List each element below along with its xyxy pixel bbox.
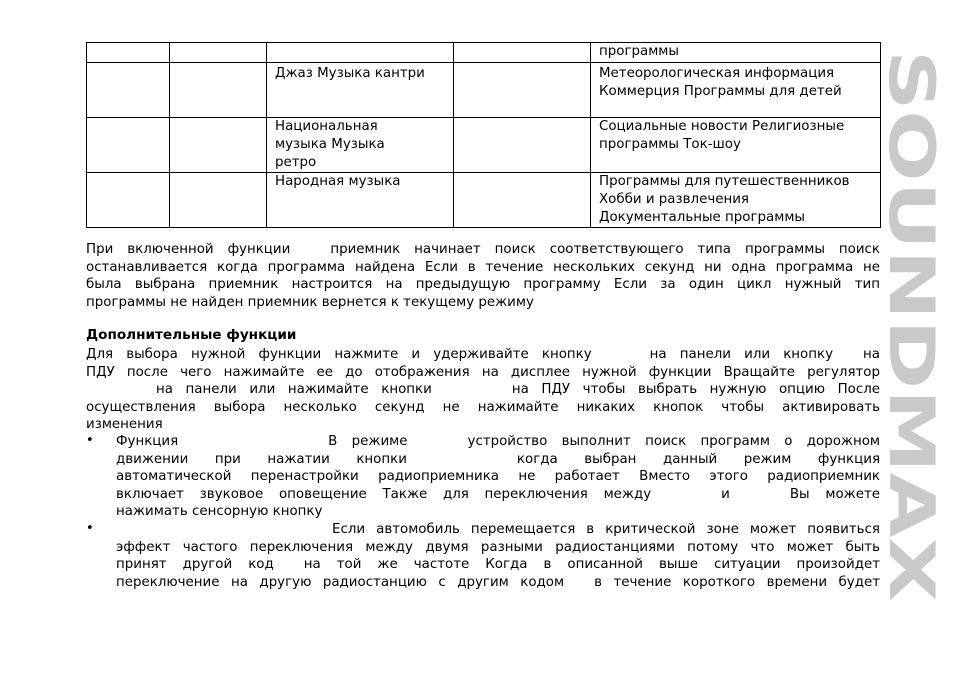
text-line (116, 503, 880, 521)
table-cell (170, 173, 267, 228)
cell-line: программы (599, 44, 679, 59)
text-run: движении при нажатии кнопки (116, 451, 407, 467)
text-run: В режиме (328, 434, 408, 449)
table-cell (591, 43, 881, 63)
text-run: Функция (116, 434, 179, 449)
table-cell (267, 43, 454, 63)
table-cell (267, 173, 454, 228)
text-run: принят другой код (116, 557, 274, 573)
text-run: осуществления выбора несколько секунд не нажимайте никаких кнопок чтобы активировать (86, 399, 880, 415)
text-line (86, 294, 880, 312)
text-run: При включенной функции (86, 242, 291, 257)
text-run: включает звуковое оповещение Также для переключения между (116, 486, 652, 502)
text-line (116, 521, 880, 539)
cell-line: Народная музыка (275, 174, 401, 189)
text-line (86, 276, 880, 294)
text-run: эффект частого переключения между двумя разными радиостанциями потому что может быть (116, 539, 880, 555)
table-cell (170, 63, 267, 118)
cell-line: Коммерция Программы для детей (599, 84, 842, 99)
text-run: останавливается когда программа найдена Если в течение нескольких секунд ни одна программа не (86, 259, 880, 275)
cell-line: Джаз Музыка кантри (275, 66, 425, 81)
text-line (116, 539, 880, 557)
bullet-text (116, 521, 880, 591)
bullet-dot: • (86, 521, 94, 536)
table-cell (170, 43, 267, 63)
table-cell (454, 63, 591, 118)
text-line (86, 399, 880, 417)
bullet-text (116, 433, 880, 521)
text-run: на (863, 347, 880, 362)
text-run: была выбрана приемник настроится на предыдущую программу Если за один цикл нужный тип (86, 277, 880, 293)
logo-text: SOUNDMAX (875, 50, 948, 459)
text-run: и (721, 486, 730, 502)
table-cell (591, 63, 881, 118)
table-cell (267, 118, 454, 173)
cell-line: Социальные новости Религиозные (599, 119, 845, 134)
text-run: устройство выполнит поиск программ о дорожном (467, 434, 880, 449)
text-line (116, 486, 880, 504)
bullet-dot: • (86, 433, 94, 448)
table-cell (87, 63, 170, 118)
cell-line: Документальные программы (599, 210, 806, 225)
text-run: Вы можете (789, 486, 880, 502)
table-cell (591, 173, 881, 228)
table-row (87, 63, 881, 118)
text-line (86, 346, 880, 364)
soundmax-logo-svg (875, 50, 948, 602)
table-cell (454, 173, 591, 228)
table-cell (170, 118, 267, 173)
table-cell (87, 173, 170, 228)
text-line (86, 241, 880, 259)
cell-line: программы Ток-шоу (599, 137, 741, 152)
section-heading: Дополнительные функции (86, 327, 297, 343)
text-line (116, 433, 880, 451)
text-run: нажимать сенсорную кнопку (116, 504, 323, 520)
text-line (86, 416, 880, 434)
text-run: изменения (86, 417, 163, 433)
table-cell (267, 63, 454, 118)
table-row (87, 118, 881, 173)
text-run: на ПДУ чтобы выбрать нужную опцию После (511, 382, 881, 398)
text-run: на той же частоте Когда в описанной выше ситуации произойдет (303, 557, 880, 573)
cell-line: музыка Музыка (275, 137, 385, 152)
cell-line: ретро (275, 155, 317, 170)
cell-line: Метеорологическая информация (599, 66, 835, 81)
text-line (116, 574, 880, 592)
table-cell (454, 43, 591, 63)
table-cell (87, 43, 170, 63)
table-cell (87, 118, 170, 173)
text-run: на панели или кнопку (649, 347, 834, 362)
text-run: приемник начинает поиск соответствующего типа программы поиск (330, 242, 880, 257)
table-cell (454, 118, 591, 173)
text-run: программы не найден приемник вернется к текущему режиму (86, 294, 534, 310)
text-line (116, 451, 880, 469)
text-line (116, 556, 880, 574)
text-line (86, 381, 880, 399)
cell-line: Хобби и развлечения (599, 192, 749, 207)
extra-functions-paragraph (86, 346, 880, 434)
text-line (116, 468, 880, 486)
table-row (87, 173, 881, 228)
pty-search-paragraph (86, 241, 880, 311)
soundmax-logo (875, 50, 948, 602)
text-run: в течение короткого времени будет (594, 574, 881, 590)
table-row (87, 43, 881, 63)
text-run: переключение на другую радиостанцию с другим кодом (116, 574, 565, 590)
text-run: автоматической перенастройки радиоприемника не работает Вместо этого радиоприемник (116, 469, 880, 485)
text-run: ПДУ после чего нажимайте ее до отображения на дисплее нужной функции Вращайте регулятор (86, 364, 880, 380)
cell-line: Программы для путешественников (599, 174, 850, 189)
text-run: когда выбран данный режим функция (516, 451, 880, 467)
text-run: Если автомобиль перемещается в критической зоне может появиться (332, 522, 880, 537)
text-run: Для выбора нужной функции нажмите и удерживайте кнопку (86, 347, 592, 362)
cell-line: Национальная (275, 119, 378, 134)
table-cell (591, 118, 881, 173)
program-type-table (86, 42, 881, 228)
text-run: на панели или нажимайте кнопки (156, 382, 432, 398)
text-line (86, 259, 880, 277)
text-line (86, 364, 880, 382)
